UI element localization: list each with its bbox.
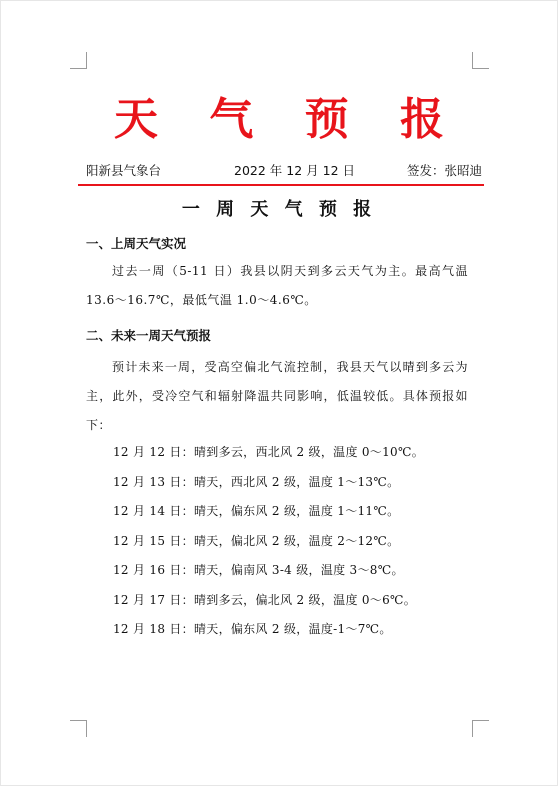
section-body-last-week: 过去一周（5-11 日）我县以阴天到多云天气为主。最高气温 13.6～16.7℃，最低气温 1.0～4.6℃。 xyxy=(86,264,468,307)
issuer-signature: 签发：张昭迪 xyxy=(406,163,482,178)
section-heading-last-week: 一、上周天气实况 xyxy=(86,236,187,251)
forecast-item: 12 月 16 日：晴天，偏南风 3-4 级，温度 3～8℃。 xyxy=(113,563,404,577)
forecast-item: 12 月 18 日：晴天，偏东风 2 级，温度-1～7℃。 xyxy=(113,622,392,636)
crop-mark-top-left xyxy=(70,52,87,69)
section-body-next-week: 预计未来一周，受高空偏北气流控制，我县天气以晴到多云为主，此外，受冷空气和辐射降温共同影响，低温较低。具体预报如下： xyxy=(86,360,468,432)
daily-forecast-list xyxy=(113,438,424,645)
crop-mark-top-right xyxy=(472,52,489,69)
forecast-item: 12 月 13 日：晴天，西北风 2 级，温度 1～13℃。 xyxy=(113,474,400,489)
issue-date: 2022 年 12 月 12 日 xyxy=(234,163,355,178)
crop-mark-bottom-right xyxy=(472,720,489,737)
forecast-item: 12 月 17 日：晴到多云，偏北风 2 级，温度 0～6℃。 xyxy=(113,592,417,607)
forecast-item: 12 月 12 日：晴到多云，西北风 2 级，温度 0～10℃。 xyxy=(113,445,424,459)
forecast-item: 12 月 14 日：晴天，偏东风 2 级，温度 1～11℃。 xyxy=(113,504,400,518)
forecast-item: 12 月 15 日：晴天，偏北风 2 级，温度 2～12℃。 xyxy=(113,533,400,548)
document-title: 一 周 天 气 预 报 xyxy=(181,199,377,220)
header-divider xyxy=(78,184,484,186)
issuing-organization: 阳新县气象台 xyxy=(86,163,162,178)
section-heading-next-week: 二、未来一周天气预报 xyxy=(86,328,212,343)
issue-info-row xyxy=(86,160,482,182)
masthead-title: 天 气 预 报 xyxy=(114,94,462,145)
crop-mark-bottom-left xyxy=(70,720,87,737)
